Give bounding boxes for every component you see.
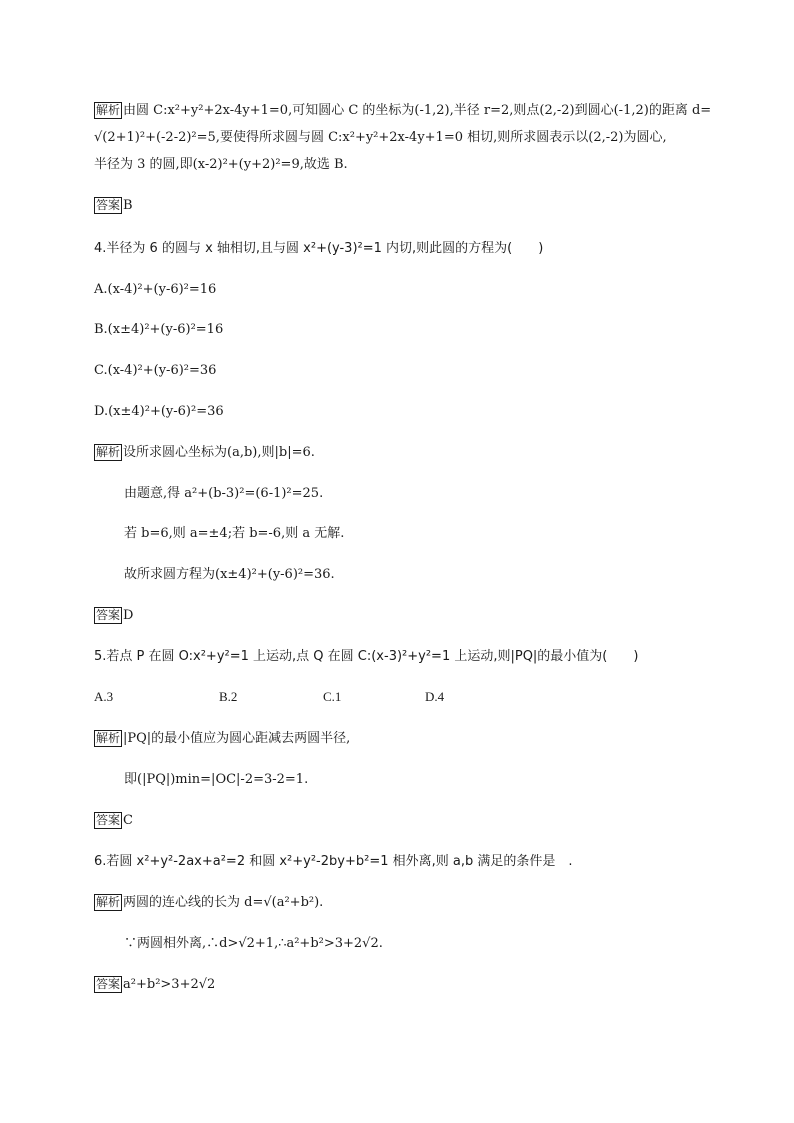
q3-analysis-line-1: 解析 由圆 C:x²+y²+2x-4y+1=0,可知圆心 C 的坐标为(-1,2),半径 r=2,则点(2,-2)到圆心(-1,2)的距离 d= <box>96 103 712 118</box>
q4-analysis-line-4: 故所求圆方程为(x±4)²+(y-6)²=36. <box>124 567 335 582</box>
q4-option-b: B.(x±4)²+(y-6)²=16 <box>94 322 224 337</box>
q5-analysis-line-2: 即(|PQ|)min=|OC|-2=3-2=1. <box>124 772 309 787</box>
q4-stem: 4.半径为 6 的圆与 x 轴相切,且与圆 x²+(y-3)²=1 内切,则此圆的方程为( ) <box>94 241 544 256</box>
q4-option-c: C.(x-4)²+(y-6)²=36 <box>94 363 217 378</box>
analysis-tag: 解析 <box>96 445 121 459</box>
q4-analysis-line-1: 解析 设所求圆心坐标为(a,b),则|b|=6. <box>96 445 315 460</box>
answer-tag: 答案 <box>96 813 121 827</box>
analysis-tag: 解析 <box>96 103 121 117</box>
q6-answer: 答案 a²+b²>3+2√2 <box>96 977 216 992</box>
q5-stem: 5.若点 P 在圆 O:x²+y²=1 上运动,点 Q 在圆 C:(x-3)²+y²=1 上运动,则|PQ|的最小值为( ) <box>94 649 639 664</box>
q4-analysis-line-2: 由题意,得 a²+(b-3)²=(6-1)²=25. <box>124 486 324 501</box>
q4-answer: 答案 D <box>96 608 134 623</box>
q6-stem: 6.若圆 x²+y²-2ax+a²=2 和圆 x²+y²-2by+b²=1 相外离,则 a,b 满足的条件是 . <box>94 854 573 869</box>
q5-option-c: C.1 <box>323 689 342 704</box>
q4-analysis-line-3: 若 b=6,则 a=±4;若 b=-6,则 a 无解. <box>124 526 345 541</box>
q6-analysis-line-1: 解析 两圆的连心线的长为 d=√(a²+b²). <box>96 895 324 910</box>
q6-analysis-line-2: ∵两圆相外离,∴d>√2+1,∴a²+b²>3+2√2. <box>124 936 383 951</box>
answer-tag: 答案 <box>96 198 121 212</box>
q3-analysis-line-3: 半径为 3 的圆,即(x-2)²+(y+2)²=9,故选 B. <box>94 157 348 172</box>
q5-analysis-line-1: 解析 |PQ|的最小值应为圆心距减去两圆半径, <box>96 731 351 746</box>
analysis-tag: 解析 <box>96 731 121 745</box>
q5-answer: 答案 C <box>96 813 133 828</box>
q4-option-d: D.(x±4)²+(y-6)²=36 <box>94 404 224 419</box>
q3-analysis-line-2: √(2+1)²+(-2-2)²=5,要使得所求圆与圆 C:x²+y²+2x-4y+1=0 相切,则所求圆表示以(2,-2)为圆心, <box>94 130 667 145</box>
q4-option-a: A.(x-4)²+(y-6)²=16 <box>94 282 217 297</box>
q3-answer: 答案 B <box>96 198 133 213</box>
answer-tag: 答案 <box>96 977 121 991</box>
answer-tag: 答案 <box>96 608 121 622</box>
q5-option-b: B.2 <box>219 689 238 704</box>
q5-option-a: A.3 <box>94 689 114 704</box>
q5-option-d: D.4 <box>425 689 445 704</box>
analysis-tag: 解析 <box>96 895 121 909</box>
